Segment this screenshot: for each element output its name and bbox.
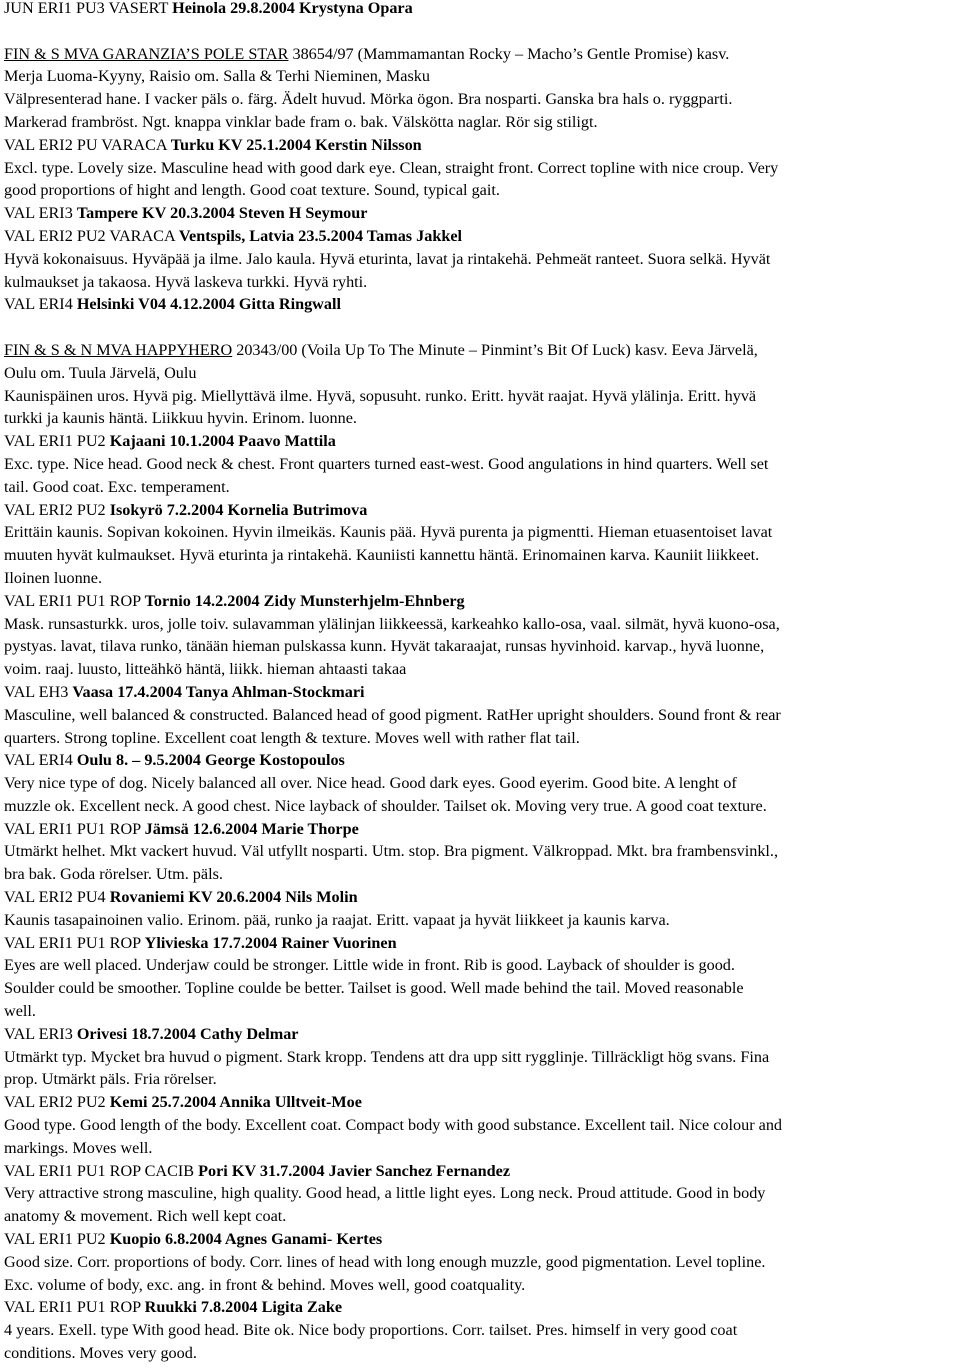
result-event: Isokyrö 7.2.2004 Kornelia Butrimova <box>109 500 368 519</box>
result-event: Ventspils, Latvia 23.5.2004 Tamas Jakkel <box>178 226 463 245</box>
critique-line: Very attractive strong masculine, high quality. Good head, a little light eyes. Long neck. Proud attitude. Good in body <box>4 1184 766 1203</box>
dog-entry-1 <box>4 43 954 317</box>
result-event: Vaasa 17.4.2004 Tanya Ahlman-Stockmari <box>72 682 365 701</box>
result-event: Jämsä 12.6.2004 Marie Thorpe <box>144 819 359 838</box>
critique-line: Erittäin kaunis. Sopivan kokoinen. Hyvin ilmeikäs. Kaunis pää. Hyvä purenta ja pigmentti. Hieman etuasentoiset lavat <box>4 523 773 542</box>
dog-entry-2 <box>4 339 954 1365</box>
critique-line: conditions. Moves very good. <box>4 1344 197 1363</box>
critique-line: well. <box>4 1002 36 1021</box>
document-page <box>4 0 954 1365</box>
result-heading <box>4 225 954 248</box>
result-event: Ruukki 7.8.2004 Ligita Zake <box>144 1298 343 1317</box>
critique-line: pystyas. lavat, tilava runko, tänään hieman pulskassa kunn. Hyvät takaraajat, runsas hyvinhoid. karvap., hyvä luonne, <box>4 637 765 656</box>
critique-line: markings. Moves well. <box>4 1138 153 1157</box>
result-event: Tampere KV 20.3.2004 Steven H Seymour <box>76 204 368 223</box>
description-line: Oulu om. Tuula Järvelä, Oulu <box>4 363 197 382</box>
result-heading <box>4 1091 954 1114</box>
result-heading <box>4 134 954 157</box>
critique-line: anatomy & movement. Rich well kept coat. <box>4 1207 287 1226</box>
critique-line: Masculine, well balanced & constructed. Balanced head of good pigment. RatHer upright shoulders. Sound front & rear <box>4 705 781 724</box>
result-heading <box>4 499 954 522</box>
result-event: Helsinki V04 4.12.2004 Gitta Ringwall <box>76 295 341 314</box>
result-heading <box>4 430 954 453</box>
critique-line: prop. Utmärkt päls. Fria rörelser. <box>4 1070 217 1089</box>
critique-line: Iloinen luonne. <box>4 568 103 587</box>
critique-line: Soulder could be smoother. Topline coulde be better. Tailset is good. Well made behind the tail. Moved reasonable <box>4 979 744 998</box>
description-line: Kaunispäinen uros. Hyvä pig. Miellyttävä ilme. Hyvä, sopusuht. runko. Eritt. hyvät raajat. Hyvä ylälinja. Eritt. hyvä <box>4 386 757 405</box>
critique-line: muuten hyvät kulmaukset. Hyvä eturinta ja rintakehä. Kauniisti kannettu häntä. Erinomainen karva. Kauniit liikkeet. <box>4 546 760 565</box>
result-heading <box>4 1228 954 1251</box>
result-award: VAL ERI4 <box>4 751 77 770</box>
show-result <box>4 681 954 749</box>
show-result <box>4 1228 954 1296</box>
dog-title-line <box>4 43 954 66</box>
show-result <box>4 590 954 681</box>
spacer <box>4 20 954 43</box>
dog-name: FIN & S MVA GARANZIA’S POLE STAR <box>4 44 289 63</box>
dog-description <box>4 362 954 430</box>
show-results <box>4 134 954 316</box>
critique-line: Utmärkt typ. Mycket bra huvud o pigment. Stark kropp. Tendens att dra upp sitt rygglinje. Tillräckligt hög svans. Fina <box>4 1047 770 1066</box>
result-award: VAL ERI3 <box>4 204 77 223</box>
result-event: Rovaniemi KV 20.6.2004 Nils Molin <box>109 888 358 907</box>
critique-line: Kaunis tasapainoinen valio. Erinom. pää, runko ja raajat. Eritt. vapaat ja hyvät liikkeet ja kaunis karva. <box>4 910 670 929</box>
show-result <box>4 932 954 1023</box>
description-line: Markerad frambröst. Ngt. knappa vinklar bade fram o. bak. Välskötta naglar. Rör sig stiligt. <box>4 112 598 131</box>
result-heading <box>4 202 954 225</box>
dog-description <box>4 65 954 133</box>
show-result <box>4 225 954 293</box>
result-heading <box>4 932 954 955</box>
show-result <box>4 430 954 498</box>
result-award: VAL ERI1 PU2 <box>4 1230 110 1249</box>
result-award: VAL ERI1 PU1 ROP CACIB <box>4 1161 199 1180</box>
dog-title-line <box>4 339 954 362</box>
critique-line: kulmaukset ja takaosa. Hyvä laskeva turkki. Hyvä ryhti. <box>4 272 368 291</box>
dog-name: FIN & S & N MVA HAPPYHERO <box>4 340 233 359</box>
critique-line: Mask. runsasturkk. uros, jolle toiv. sulavamman ylälinjan liikkeessä, karkeahko kallo-osa, vaal. silmät, hyvä kuono-osa, <box>4 614 780 633</box>
critique-line: 4 years. Exell. type With good head. Bite ok. Nice body proportions. Corr. tailset. Pres. himself in very good coat <box>4 1321 738 1340</box>
critique-line: Excl. type. Lovely size. Masculine head with good dark eye. Clean, straight front. Correct topline with nice croup. Very <box>4 158 779 177</box>
result-award: VAL ERI1 PU1 ROP <box>4 819 145 838</box>
critique-line: Utmärkt helhet. Mkt vackert huvud. Väl utfyllt nosparti. Utm. stop. Bra pigment. Välkroppad. Mkt. bra frambensvinkl., <box>4 842 779 861</box>
show-result <box>4 749 954 817</box>
result-award: VAL ERI1 PU1 ROP <box>4 933 145 952</box>
dog-registration: 38654/97 (Mammamantan Rocky – Macho’s Gentle Promise) kasv. <box>288 44 730 63</box>
critique-line: Hyvä kokonaisuus. Hyväpää ja ilme. Jalo kaula. Hyvä eturinta, lavat ja rintakehä. Pehmeät ranteet. Suora selkä. Hyvät <box>4 249 771 268</box>
result-heading <box>4 749 954 772</box>
result-heading <box>4 293 954 316</box>
result-heading <box>4 886 954 909</box>
result-award: VAL ERI2 PU2 <box>4 1093 110 1112</box>
result-event: Orivesi 18.7.2004 Cathy Delmar <box>76 1024 299 1043</box>
show-result <box>4 1091 954 1159</box>
description-line: Merja Luoma-Kyyny, Raisio om. Salla & Terhi Nieminen, Masku <box>4 67 430 86</box>
critique-line: Exc. type. Nice head. Good neck & chest. Front quarters turned east-west. Good angulations in hind quarters. Well set <box>4 454 769 473</box>
critique-line: Good size. Corr. proportions of body. Corr. lines of head with long enough muzzle, good pigmentation. Level topline. <box>4 1252 766 1271</box>
result-event: Oulu 8. – 9.5.2004 George Kostopoulos <box>76 751 345 770</box>
header-event: Heinola 29.8.2004 Krystyna Opara <box>172 0 413 17</box>
result-award: VAL ERI1 PU2 <box>4 432 110 451</box>
result-award: VAL EH3 <box>4 682 73 701</box>
result-event: Tornio 14.2.2004 Zidy Munsterhjelm-Ehnberg <box>144 591 465 610</box>
result-award: VAL ERI2 PU2 VARACA <box>4 226 179 245</box>
description-line: turkki ja kaunis häntä. Liikkuu hyvin. Erinom. luonne. <box>4 409 357 428</box>
result-event: Pori KV 31.7.2004 Javier Sanchez Fernandez <box>198 1161 511 1180</box>
result-heading <box>4 1160 954 1183</box>
show-results <box>4 430 954 1365</box>
show-result <box>4 1160 954 1228</box>
result-event: Ylivieska 17.7.2004 Rainer Vuorinen <box>144 933 397 952</box>
result-award: VAL ERI1 PU1 ROP <box>4 1298 145 1317</box>
result-award: VAL ERI1 PU1 ROP <box>4 591 145 610</box>
critique-line: bra bak. Goda rörelser. Utm. päls. <box>4 865 223 884</box>
critique-line: Eyes are well placed. Underjaw could be stronger. Little wide in front. Rib is good. Layback of shoulder is good. <box>4 956 735 975</box>
header-prefix: JUN ERI1 PU3 VASERT <box>4 0 173 17</box>
result-event: Turku KV 25.1.2004 Kerstin Nilsson <box>170 135 422 154</box>
description-line: Välpresenterad hane. I vacker päls o. färg. Ädelt huvud. Mörka ögon. Bra nosparti. Ganska bra hals o. ryggparti. <box>4 90 733 109</box>
critique-line: voim. raaj. luusto, litteähkö häntä, liikk. hieman ahtaasti takaa <box>4 660 407 679</box>
result-heading <box>4 1296 954 1319</box>
result-award: VAL ERI4 <box>4 295 77 314</box>
show-result <box>4 1296 954 1364</box>
critique-line: Exc. volume of body, exc. ang. in front & behind. Moves well, good coatquality. <box>4 1275 526 1294</box>
result-award: VAL ERI3 <box>4 1024 77 1043</box>
show-result <box>4 1023 954 1091</box>
show-result <box>4 202 954 225</box>
result-award: VAL ERI2 PU2 <box>4 500 110 519</box>
result-event: Kajaani 10.1.2004 Paavo Mattila <box>109 432 336 451</box>
show-result <box>4 134 954 202</box>
result-heading <box>4 1023 954 1046</box>
result-heading <box>4 590 954 613</box>
show-result <box>4 293 954 316</box>
critique-line: good proportions of hight and length. Good coat texture. Sound, typical gait. <box>4 181 500 200</box>
document-header <box>4 0 954 20</box>
result-award: VAL ERI2 PU4 <box>4 888 110 907</box>
result-event: Kemi 25.7.2004 Annika Ulltveit-Moe <box>109 1093 362 1112</box>
critique-line: quarters. Strong topline. Excellent coat length & texture. Moves well with rather flat tail. <box>4 728 580 747</box>
dog-registration: 20343/00 (Voila Up To The Minute – Pinmint’s Bit Of Luck) kasv. Eeva Järvelä, <box>232 340 758 359</box>
critique-line: tail. Good coat. Exc. temperament. <box>4 477 230 496</box>
show-result <box>4 499 954 590</box>
show-result <box>4 886 954 932</box>
critique-line: Good type. Good length of the body. Excellent coat. Compact body with good substance. Excellent tail. Nice colour and <box>4 1116 783 1135</box>
result-event: Kuopio 6.8.2004 Agnes Ganami- Kertes <box>109 1230 383 1249</box>
critique-line: muzzle ok. Excellent neck. A good chest. Nice layback of shoulder. Tailset ok. Moving very true. A good coat texture. <box>4 796 767 815</box>
spacer <box>4 316 954 339</box>
result-heading <box>4 681 954 704</box>
result-heading <box>4 818 954 841</box>
critique-line: Very nice type of dog. Nicely balanced all over. Nice head. Good dark eyes. Good eyerim. Good bite. A lenght of <box>4 774 737 793</box>
result-award: VAL ERI2 PU VARACA <box>4 135 171 154</box>
show-result <box>4 818 954 886</box>
